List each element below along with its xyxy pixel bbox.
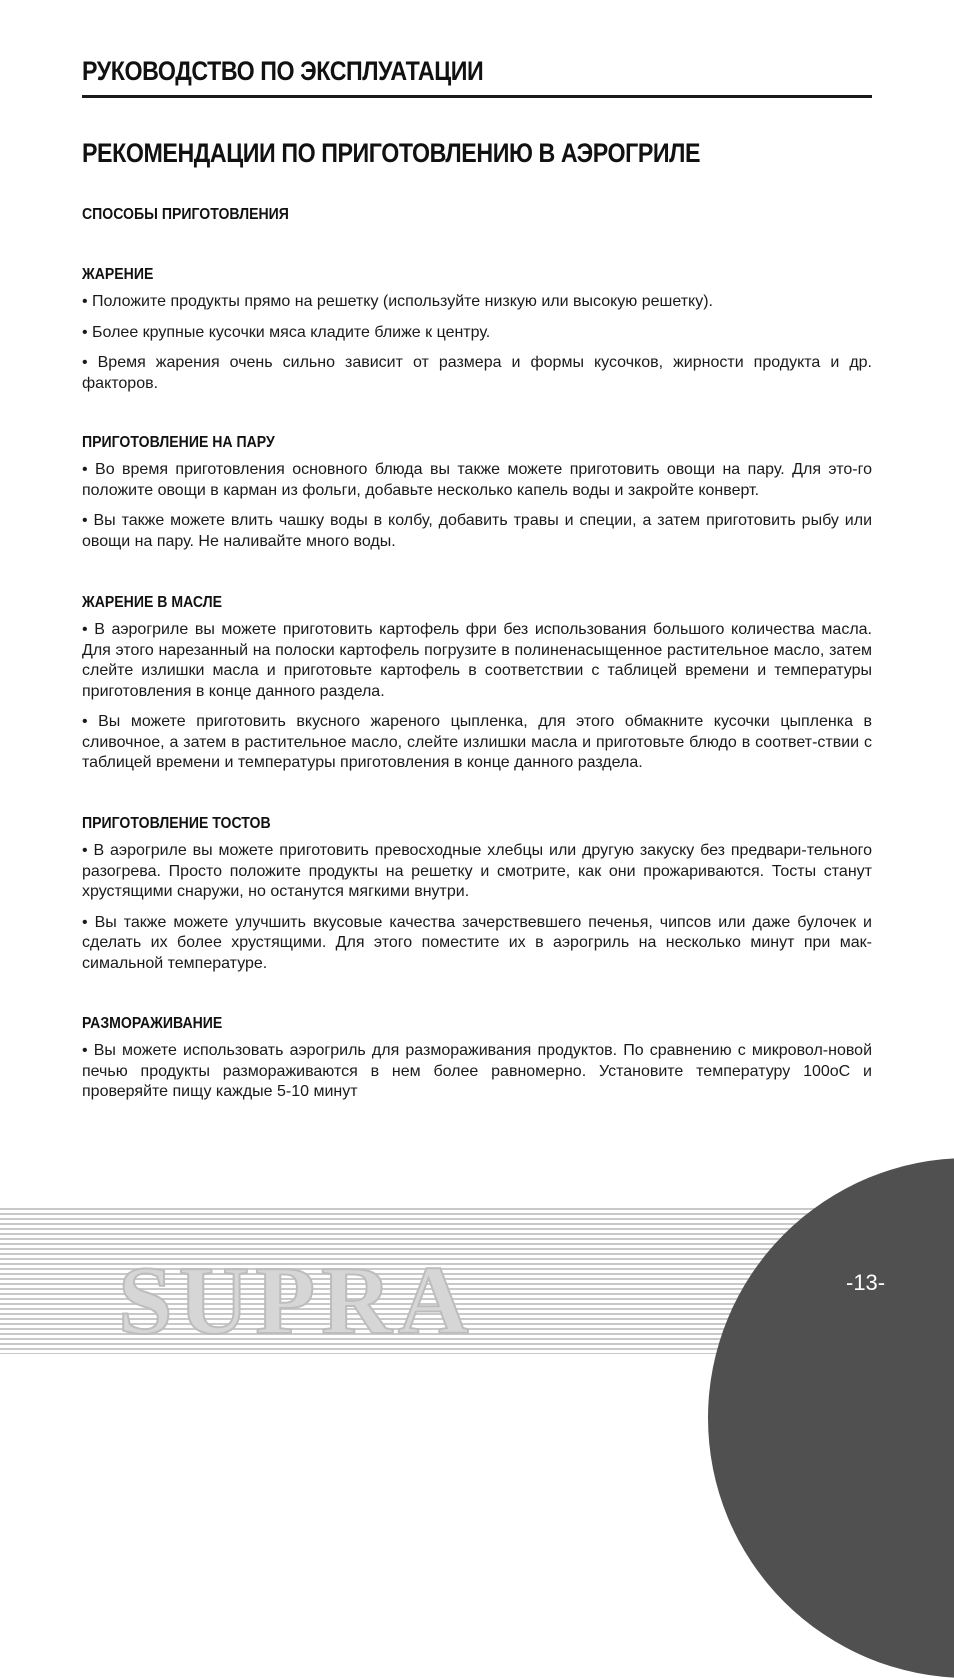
oil-frying-paragraph: • Вы можете приготовить вкусного жареного цыпленка, для этого обмакните кусочки цыпленка в сливочное, а затем в растительное масло, слейте излишки масла и приготовьте блюдо в соответ-ствии с таблицей времени и температуры приготовления в конце данного раздела. [82,713,872,771]
oil-frying-title: ЖАРЕНИЕ В МАСЛЕ [82,594,222,611]
defrost-block [82,1015,872,1113]
toast-paragraph: • В аэрогриле вы можете приготовить превосходные хлебцы или другую закуску без предвари-тельного разогрева. Просто положите продукты на решетку и смотрите, как они прожариваются. Тосты станут хрустящими снаружи, но останутся мягкими внутри. [82,842,872,900]
section-subtitle: СПОСОБЫ ПРИГОТОВЛЕНИЯ [82,206,289,223]
frying-paragraph: • Время жарения очень сильно зависит от размера и формы кусочков, жирности продукта и др. факторов. [82,354,872,392]
steam-paragraph: • Во время приготовления основного блюда вы также можете приготовить овощи на пару. Для это-го положите овощи в карман из фольги, добавьте несколько капель воды и закройте конверт. [82,461,872,499]
section-title: РЕКОМЕНДАЦИИ ПО ПРИГОТОВЛЕНИЮ В АЭРОГРИЛЕ [82,138,701,168]
page-number: -13- [846,1270,886,1295]
frying-paragraph: • Положите продукты прямо на решетку (используйте низкую или высокую решетку). [82,293,713,310]
manual-header-title: РУКОВОДСТВО ПО ЭКСПЛУАТАЦИИ [82,56,484,86]
defrost-title: РАЗМОРАЖИВАНИЕ [82,1015,223,1032]
frying-block [82,266,872,404]
brand-logo: SUPRA [118,1247,475,1355]
frying-title: ЖАРЕНИЕ [82,266,154,283]
steam-title: ПРИГОТОВЛЕНИЕ НА ПАРУ [82,434,275,451]
toast-title: ПРИГОТОВЛЕНИЕ ТОСТОВ [82,815,271,832]
oil-frying-block [82,594,872,784]
steam-paragraph: • Вы также можете влить чашку воды в колбу, добавить травы и специи, а затем приготовить рыбу или овощи на пару. Не наливайте много воды. [82,512,872,550]
oil-frying-paragraph: • В аэрогриле вы можете приготовить картофель фри без использования большого количества масла. Для этого нарезанный на полоски картофель погрузите в полиненасыщенное растительное масло, затем слейте излишки масла и приготовьте картофель в соответствии с таблицей времени и температуры приготовления в конце данного раздела. [82,621,872,700]
defrost-paragraph: • Вы можете использовать аэрогриль для размораживания продуктов. По сравнению с микровол-новой печью продукты размораживаются в нем более равномерно. Установите температуру 100оС и проверяйте пищу каждые 5-10 минут [82,1042,872,1100]
frying-paragraph: • Более крупные кусочки мяса кладите ближе к центру. [82,323,491,341]
toast-paragraph: • Вы также можете улучшить вкусовые качества зачерствевшего печенья, чипсов или даже булочек и сделать их более хрустящими. Для этого поместите их в аэрогриль на несколько минут при мак-симальной температуре. [82,913,872,972]
header-divider [82,95,872,98]
steam-block [82,434,872,562]
toast-block [82,815,872,984]
